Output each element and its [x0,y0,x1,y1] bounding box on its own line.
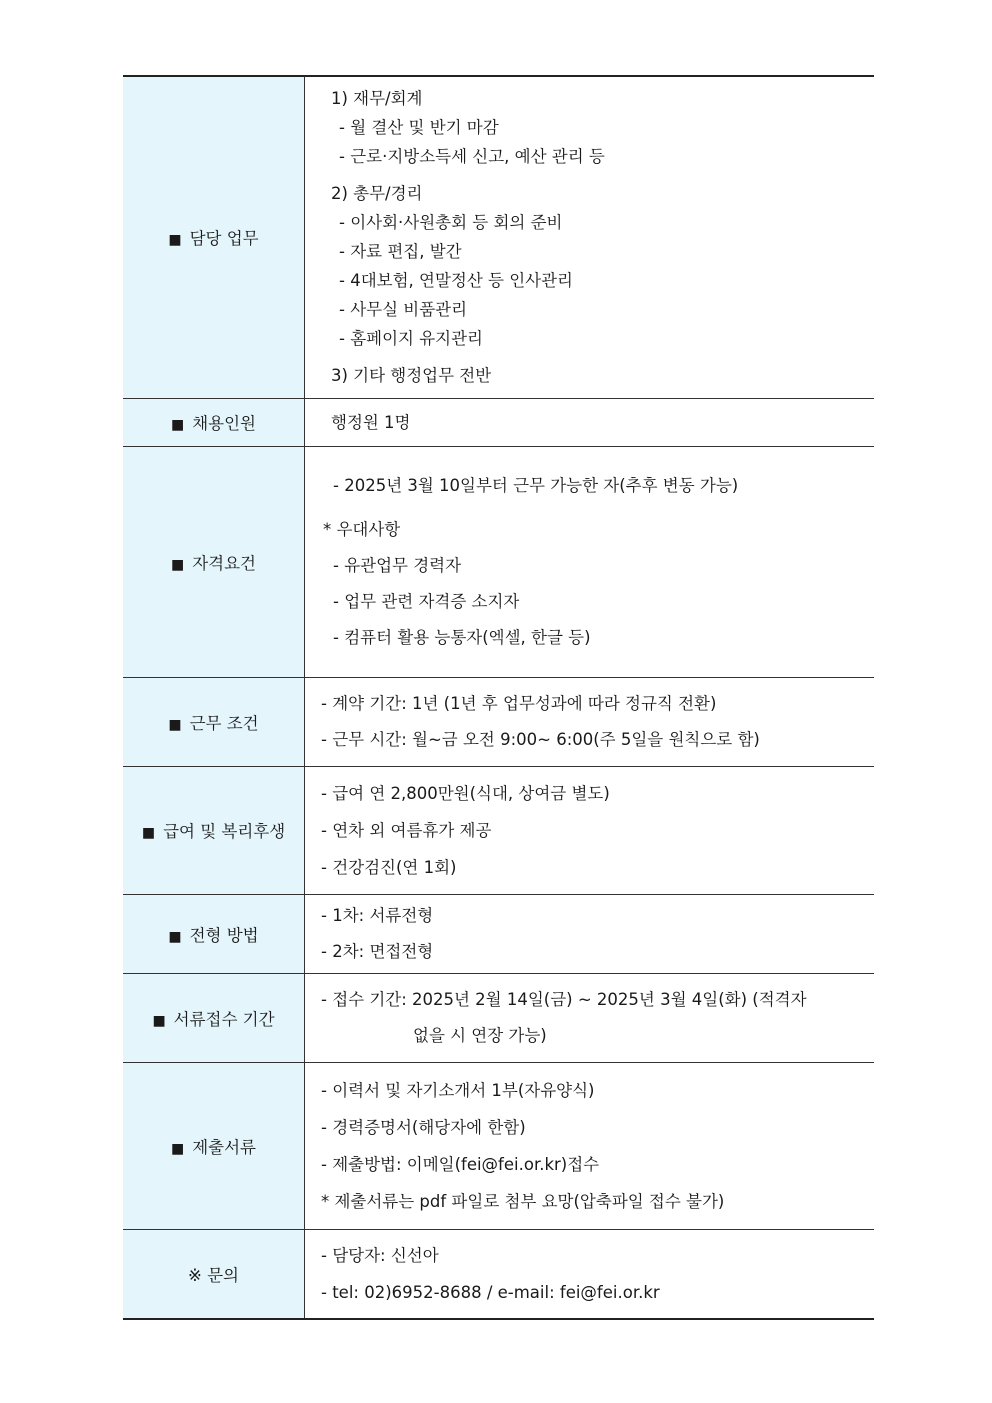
square-bullet-icon: ■ [171,1140,185,1157]
duties-group1-title: 1) 재무/회계 [331,89,423,109]
duties-item: - 근로·지방소득세 신고, 예산 관리 등 [339,147,605,167]
content-qualifications [305,446,875,677]
row-period [123,973,874,1062]
row-conditions [123,677,874,766]
period-line: - 접수 기간: 2025년 2월 14일(금) ~ 2025년 3월 4일(화) (적격자 [321,989,807,1009]
document-item: - 제출방법: 이메일(fei@fei.or.kr)접수 [321,1154,600,1174]
content-headcount [305,398,875,446]
document-item: - 이력서 및 자기소개서 1부(자유양식) [321,1080,595,1100]
duties-group3-title: 3) 기타 행정업무 전반 [331,366,492,386]
preferred-item: - 컴퓨터 활용 능통자(엑셀, 한글 등) [333,627,591,647]
row-salary [123,766,874,894]
content-contact [305,1229,875,1319]
content-documents [305,1062,875,1229]
square-bullet-icon: ■ [168,716,182,733]
label-qualifications: ■ 자격요건 [123,446,305,677]
label-documents: ■ 제출서류 [123,1062,305,1229]
duties-item: - 이사회·사원총회 등 회의 준비 [339,213,563,233]
square-bullet-icon: ■ [168,232,182,249]
preferred-item: - 유관업무 경력자 [333,555,462,575]
condition-item: - 계약 기간: 1년 (1년 후 업무성과에 따라 정규직 전환) [321,693,717,713]
duties-item: - 월 결산 및 반기 마감 [339,118,499,138]
content-duties [305,76,875,398]
label-selection: ■ 전형 방법 [123,894,305,973]
headcount-value: 행정원 1명 [331,412,411,432]
label-period: ■ 서류접수 기간 [123,973,305,1062]
selection-item: - 1차: 서류전형 [321,905,434,925]
row-selection [123,894,874,973]
row-documents [123,1062,874,1229]
content-selection [305,894,875,973]
duties-item: - 자료 편집, 발간 [339,242,462,262]
content-conditions [305,677,875,766]
duties-group2-title: 2) 총무/경리 [331,184,423,204]
document-item: - 경력증명서(해당자에 한함) [321,1117,526,1137]
period-line-continued: 없을 시 연장 가능) [413,1025,547,1045]
row-contact [123,1229,874,1319]
duties-item: - 사무실 비품관리 [339,300,468,320]
preferred-item: - 업무 관련 자격증 소지자 [333,591,520,611]
condition-item: - 근무 시간: 월~금 오전 9:00~ 6:00(주 5일을 원칙으로 함) [321,729,760,749]
job-posting-table [123,75,874,1320]
label-salary: ■ 급여 및 복리후생 [123,766,305,894]
selection-item: - 2차: 면접전형 [321,941,434,961]
duties-item: - 홈페이지 유지관리 [339,329,483,349]
square-bullet-icon: ■ [152,1012,166,1029]
content-period [305,973,875,1062]
salary-item: - 연차 외 여름휴가 제공 [321,820,492,840]
label-conditions: ■ 근무 조건 [123,677,305,766]
row-qualifications [123,446,874,677]
label-headcount: ■ 채용인원 [123,398,305,446]
contact-item: - tel: 02)6952-8688 / e-mail: fei@fei.or.kr [321,1282,660,1302]
square-bullet-icon: ■ [141,825,156,841]
square-bullet-icon: ■ [171,556,185,573]
salary-item: - 급여 연 2,800만원(식대, 상여금 별도) [321,783,610,803]
row-duties [123,76,874,398]
square-bullet-icon: ■ [171,417,185,433]
content-salary [305,766,875,894]
square-bullet-icon: ■ [168,928,182,945]
duties-item: - 4대보험, 연말정산 등 인사관리 [339,271,573,291]
preferred-title: * 우대사항 [323,519,401,539]
label-duties: ■ 담당 업무 [123,76,305,398]
document-note: * 제출서류는 pdf 파일로 첨부 요망(압축파일 접수 불가) [321,1191,725,1211]
label-contact: ※ 문의 [123,1229,305,1319]
row-headcount [123,398,874,446]
contact-item: - 담당자: 신선아 [321,1245,439,1265]
qualification-item: - 2025년 3월 10일부터 근무 가능한 자(추후 변동 가능) [333,475,739,495]
salary-item: - 건강검진(연 1회) [321,857,457,877]
